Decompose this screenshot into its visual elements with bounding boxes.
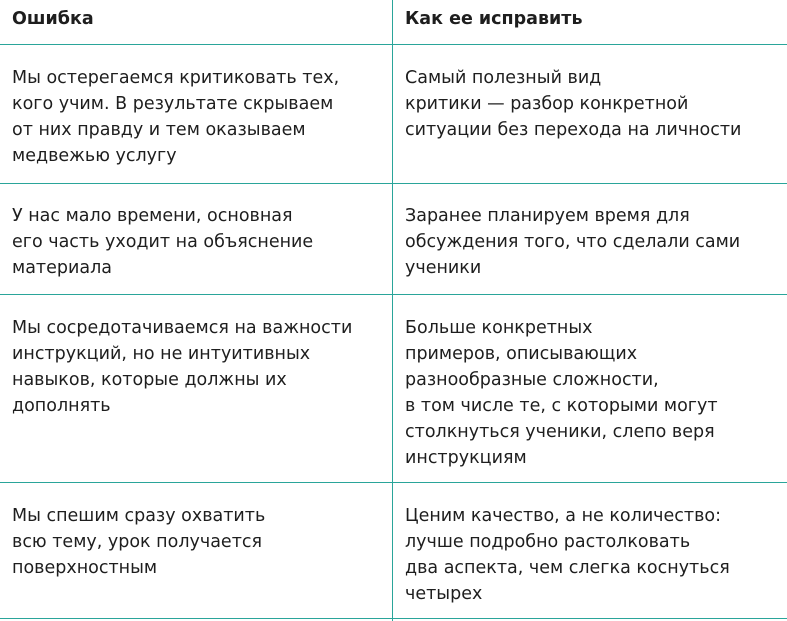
header-divider	[0, 44, 787, 45]
row-3-mistake: Мы сосредотачиваемся на важности инструкций, но не интуитивных навыков, которые должны их дополнять	[12, 318, 353, 416]
row-2-mistake: У нас мало времени, основная его часть уходит на объяснение материала	[12, 206, 314, 278]
row-3-fix: Больше конкретных примеров, описывающих разнообразные сложности, в том числе те, с которыми могут столкнуться ученики, слепо веря инструкциям	[405, 318, 718, 468]
row-divider	[0, 294, 787, 295]
row-divider	[0, 618, 787, 619]
row-4-fix: Ценим качество, а не количество: лучше подробно растолковать два аспекта, чем слегка коснуться четырех	[405, 506, 730, 604]
row-1-fix: Самый полезный вид критики — разбор конкретной ситуации без перехода на личности	[405, 68, 742, 140]
row-divider	[0, 482, 787, 483]
row-2-fix: Заранее планируем время для обсуждения того, что сделали сами ученики	[405, 206, 741, 278]
row-1-mistake: Мы остерегаемся критиковать тех, кого учим. В результате скрываем от них правду и тем оказываем медвежью услугу	[12, 68, 340, 166]
header-fix: Как ее исправить	[405, 9, 583, 29]
row-4-mistake: Мы спешим сразу охватить всю тему, урок получается поверхностным	[12, 506, 266, 578]
row-divider	[0, 183, 787, 184]
column-divider	[392, 0, 393, 621]
header-mistake: Ошибка	[12, 9, 94, 29]
